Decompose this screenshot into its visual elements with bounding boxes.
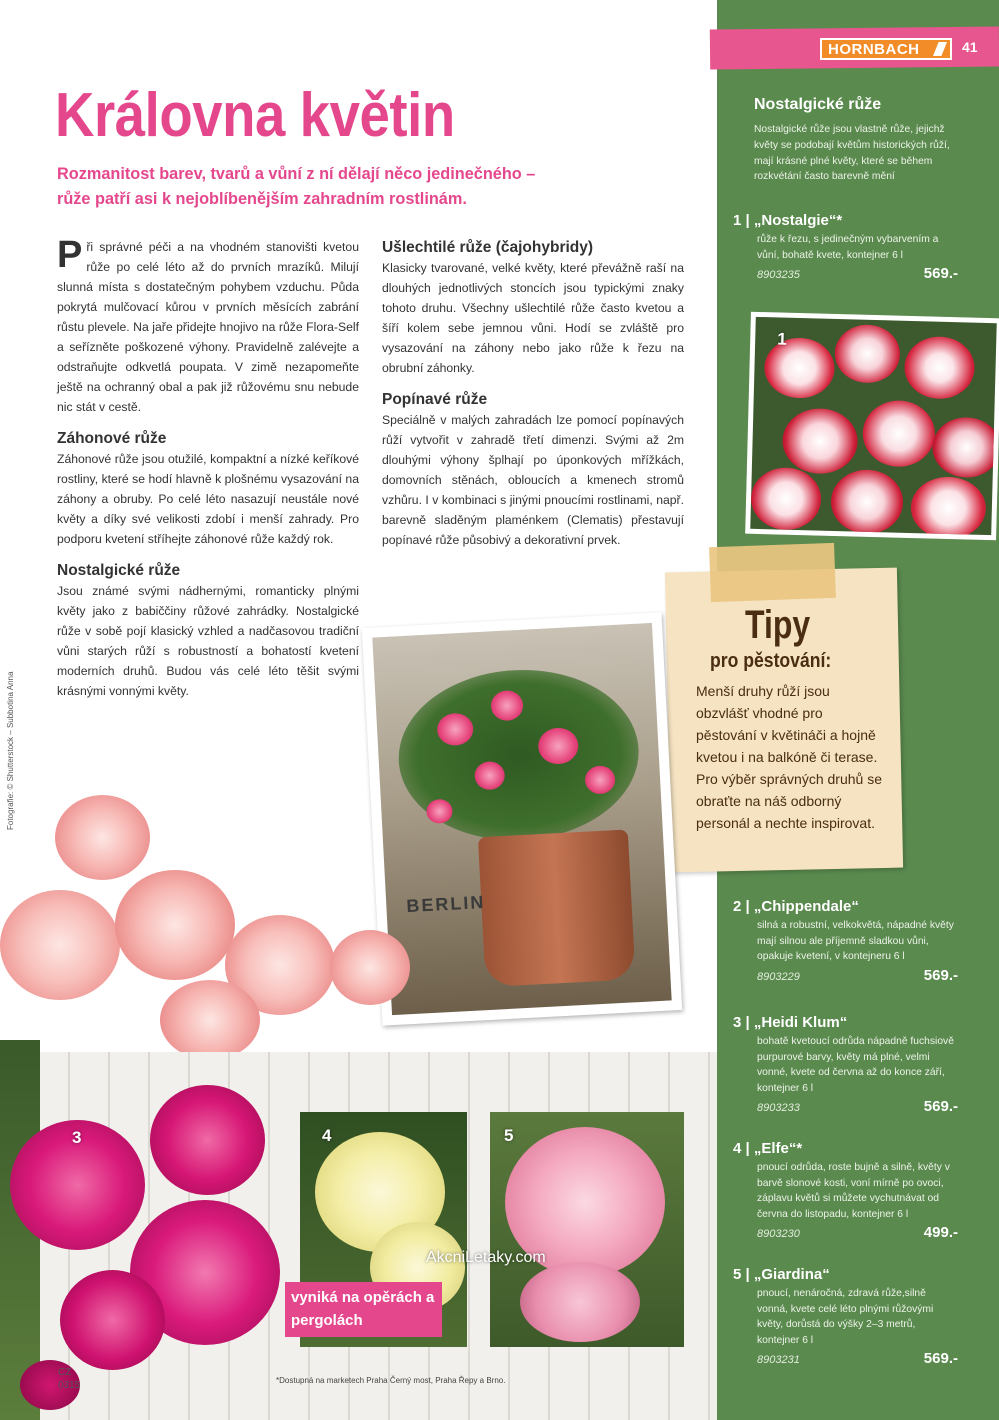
photo-giardina-roses — [490, 1112, 684, 1347]
photo-number: 3 — [72, 1128, 82, 1147]
heading-uslechtile: Ušlechtilé růže (čajohybridy) — [382, 239, 594, 256]
page-subtitle: Rozmanitost barev, tvarů a vůní z ní dělají něco jedinečného – růže patří asi k nejoblíbenějším zahradním rostlinám. — [57, 165, 536, 208]
product-2 — [733, 898, 958, 984]
text-zahonove: Záhonové růže jsou otužilé, kompaktní a nízké keříkové rostliny, které se hodí hlavně k plošnému vysazování na záhony a obruby. Po celé léto nasazují neustále nové květy a díky své velikosti zdobí i menší zahrady. Pro podporu kvetení stříhejte záhonové růže každý rok. — [57, 452, 359, 546]
photo-number: 5 — [504, 1126, 514, 1145]
catalog-code: CZ 0315 — [58, 1367, 81, 1391]
product-code: 8903230 — [757, 1228, 800, 1241]
photo-heidi-klum-roses — [0, 1040, 290, 1420]
tips-subtitle: pro pěstování: — [710, 650, 832, 672]
dropcap: P — [57, 234, 83, 276]
product-description: pnoucí odrůda, roste bujně a silně, květy v barvě slonové kosti, voní mírně po ovoci, záplavu květů si můžete vychutnávat od června do listopadu, kontejner 6 l — [757, 1162, 950, 1220]
text-column-left — [57, 234, 359, 701]
product-code: 8903231 — [757, 1354, 800, 1367]
heading-popinave: Popínavé růže — [382, 391, 488, 408]
product-1 — [733, 212, 958, 282]
product-name: 1 | „Nostalgie“* — [733, 212, 843, 229]
text-uslechtile: Klasicky tvarované, velké květy, které převážně raší na dlouhých jednotlivých stoncích jsou typickými znaky tohoto druhu. Všechny ušlechtilé růže často kvetou a šíří kolem sebe jemnou vůni. Hodí se zvláště pro vysazování na záhony nebo jako růže k řezu na obrubní záhonky. — [382, 261, 684, 375]
tape-strip — [709, 543, 836, 602]
tips-text: Menší druhy růží jsou obzvlášť vhodné pro pěstování v květináči a hojně kvetou i na balkóně či terase. Pro výběr správných druhů se obraťte na náš odborný personál a nechte inspirovat. — [696, 683, 882, 831]
product-description: pnoucí, nenáročná, zdravá růže,silně vonná, kvete celé léto plnými růžovými květy, dorůstá do výšky 2–3 metrů, kontejner 6 l — [757, 1288, 934, 1346]
climbing-badge: vyniká na opěrách a pergolách — [285, 1282, 442, 1337]
product-price: 499.- — [923, 1224, 958, 1242]
product-name: 4 | „Elfe“* — [733, 1140, 803, 1157]
product-3 — [733, 1014, 958, 1115]
photo-pink-roses — [0, 780, 420, 1060]
text-column-middle — [382, 226, 684, 550]
photo-nostalgie-roses — [745, 312, 999, 540]
product-price: 569.- — [923, 966, 958, 984]
product-description: silná a robustní, velkokvětá, nápadné květy mají silnou ale příjemně sladkou vůni, opakuje kvetení, v kontejneru 6 l — [757, 920, 954, 963]
product-price: 569.- — [923, 1098, 958, 1116]
intro-paragraph: Při správné péči a na vhodném stanovišti kvetou růže po celé léto až do prvních mrazíků. Milují slunná místa s dostatečným pohybem vzduchu. Půda pokrytá mulčovací kůrou v prvních měsících zabrání růstu plevele. Na jaře přidejte hnojivo na růže Flora-Self a seřízněte poškozené výhony. Pravidelně zalévejte a odstraňujte odkvetlá poupata. V zimě nezapomeňte ještě na ochranný obal a pak již růžovému snu nebude nic stát v cestě. — [57, 234, 359, 414]
page-title: Královna květin — [55, 81, 455, 150]
text-popinave: Speciálně v malých zahradách lze pomocí popínavých růží vytvořit v zahradě třetí dimenzi. Svými až 2m dlouhými výhony šplhají po úponkových mřížkách, domovních stěnách, obloucích a kmenech stromů vzhůru. I v kombinaci s jinými pnoucími rostlinami, např. barevně sladěným plaménkem (Clematis) přestavují popínavé růže působivý a dekorativní prvek. — [382, 413, 684, 547]
sidebar-intro: Nostalgické růže jsou vlastně růže, jejichž květy se podobají květům historických růží, mají krásné plné květy, které se během rozkvétání často barevně mění — [754, 124, 950, 183]
photo-credit: Fotografie: © Shutterstock – Subbotina Anna — [6, 671, 15, 830]
product-name: 3 | „Heidi Klum“ — [733, 1014, 848, 1031]
product-code: 8903235 — [757, 269, 800, 282]
footnote: *Dostupná na marketech Praha Černý most, Praha Řepy a Brno. — [276, 1376, 506, 1385]
pot-text: BERLIN — [405, 892, 486, 917]
logo-slash-icon — [933, 42, 947, 56]
text-nostalgicke: Jsou známé svými nádhernými, romanticky plnými květy jako z babiččiny růžové zahrádky. Nostalgické růže v sobě pojí klasický vzhled a nadčasovou tradiční vůni starých růží s robustností a bohatostí kvetení moderních druhů. Budou vás celé léto těšit svými krásnými vonnými květy. — [57, 584, 359, 698]
product-price: 569.- — [923, 265, 958, 283]
product-code: 8903233 — [757, 1102, 800, 1115]
product-description: bohatě kvetoucí odrůda nápadně fuchsiově purpurové barvy, květy má plné, velmi vonné, kvete od června až do konce září, kontejner 6 l — [757, 1036, 954, 1094]
product-price: 569.- — [923, 1350, 958, 1368]
heading-zahonove: Záhonové růže — [57, 430, 167, 447]
photo-number: 4 — [322, 1126, 332, 1145]
photo-number: 1 — [776, 329, 787, 349]
product-name: 2 | „Chippendale“ — [733, 898, 859, 915]
heading-nostalgicke: Nostalgické růže — [57, 562, 181, 579]
hornbach-logo: HORNBACH — [820, 38, 952, 60]
product-4 — [733, 1140, 958, 1241]
product-code: 8903229 — [757, 970, 800, 983]
watermark: AkcniLetaky.com — [426, 1249, 546, 1266]
page-number: 41 — [962, 39, 978, 55]
sidebar-heading: Nostalgické růže — [754, 96, 882, 113]
product-5 — [733, 1266, 958, 1367]
product-description: růže k řezu, s jedinečným vybarvením a vůní, bohatě kvete, kontejner 6 l — [757, 234, 939, 261]
tips-title: Tipy — [745, 603, 811, 647]
product-name: 5 | „Giardina“ — [733, 1266, 830, 1283]
